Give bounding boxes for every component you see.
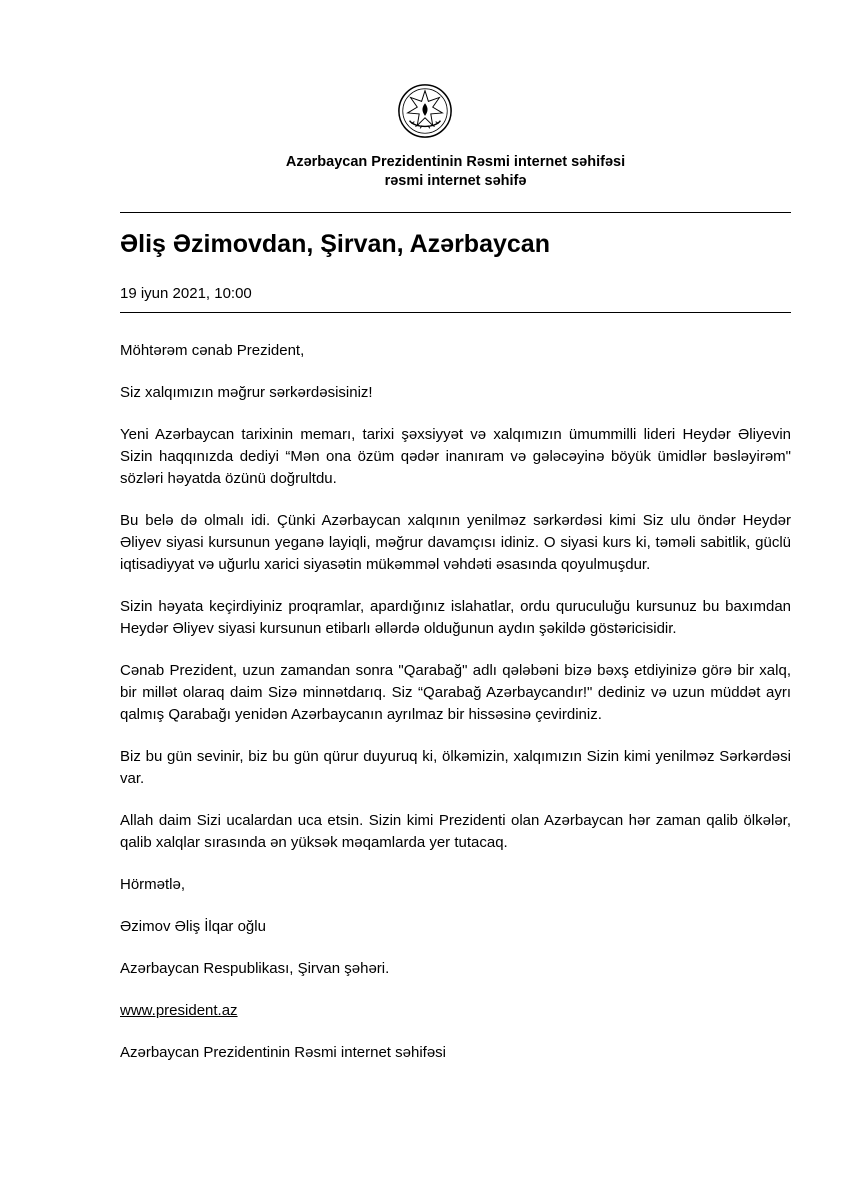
author-location: Azərbaycan Respublikası, Şirvan şəhəri. — [120, 960, 390, 977]
header-divider — [120, 212, 791, 213]
body-paragraph: Allah daim Sizi ucalardan uca etsin. Sizin kimi Prezidenti olan Azərbaycan hər zaman qalib ölkələr, qalib xalqlar sırasında ən yüksək məqamlarda yer tutacaq. — [120, 812, 791, 851]
article-title: Əliş Əzimovdan, Şirvan, Azərbaycan — [120, 230, 550, 258]
body-paragraph: Sizin həyata keçirdiyiniz proqramlar, apardığınız islahatlar, ordu quruculuğu kursunuz bu baxımdan Heydər Əliyev siyasi kursunun etibarlı əllərdə olduğunun aydın şəkildə göstəricisidir. — [120, 598, 791, 637]
source-link[interactable]: www.president.az — [120, 1002, 238, 1019]
body-paragraph: Siz xalqımızın məğrur sərkərdəsisiniz! — [120, 384, 373, 401]
article-date: 19 iyun 2021, 10:00 — [120, 285, 252, 302]
source-link-line — [120, 1000, 791, 1022]
site-header-title: Azərbaycan Prezidentinin Rəsmi internet səhifəsi — [285, 154, 626, 170]
site-header-subtitle: rəsmi internet səhifə — [384, 173, 527, 189]
salutation: Möhtərəm cənab Prezident, — [120, 342, 305, 359]
article-body — [120, 340, 791, 1084]
closing: Hörmətlə, — [120, 876, 186, 893]
body-paragraph: Yeni Azərbaycan tarixinin memarı, tarixi şəxsiyyət və xalqımızın ümummilli lideri Heydər Əliyevin Sizin haqqınızda dediyi “Mən ona özüm qədər inanıram və gələcəyinə böyük ümidlər bəsləyirəm" sözləri həyatda özünü doğrultdu. — [120, 426, 791, 487]
body-paragraph: Cənab Prezident, uzun zamandan sonra "Qarabağ" adlı qələbəni bizə bəxş etdiyinizə görə bir xalq, bir millət olaraq daim Sizə minnətdarıq. Siz “Qarabağ Azərbaycandır!" dediniz və uzun müddət ayrı qalmış Qarabağı yenidən Azərbaycanın ayrılmaz bir hissəsinə çevirdiniz. — [120, 662, 791, 723]
footer-line: Azərbaycan Prezidentinin Rəsmi internet səhifəsi — [120, 1044, 446, 1061]
azerbaijan-state-emblem-icon — [396, 82, 454, 140]
body-paragraph: Biz bu gün sevinir, biz bu gün qürur duyuruq ki, ölkəmizin, xalqımızın Sizin kimi yenilməz Sərkərdəsi var. — [120, 748, 791, 787]
date-divider — [120, 312, 791, 313]
author-name: Əzimov Əliş İlqar oğlu — [120, 918, 266, 935]
body-paragraph: Bu belə də olmalı idi. Çünki Azərbaycan xalqının yenilməz sərkərdəsi kimi Siz ulu öndər Heydər Əliyev siyasi kursunun yeganə layiqli, məğrur davamçısı idiniz. O siyasi kurs ki, təməli sabitlik, güclü iqtisadiyyat və uğurlu xarici siyasətin mükəmməl vəhdəti əsasında qoyulmuşdur. — [120, 512, 791, 573]
